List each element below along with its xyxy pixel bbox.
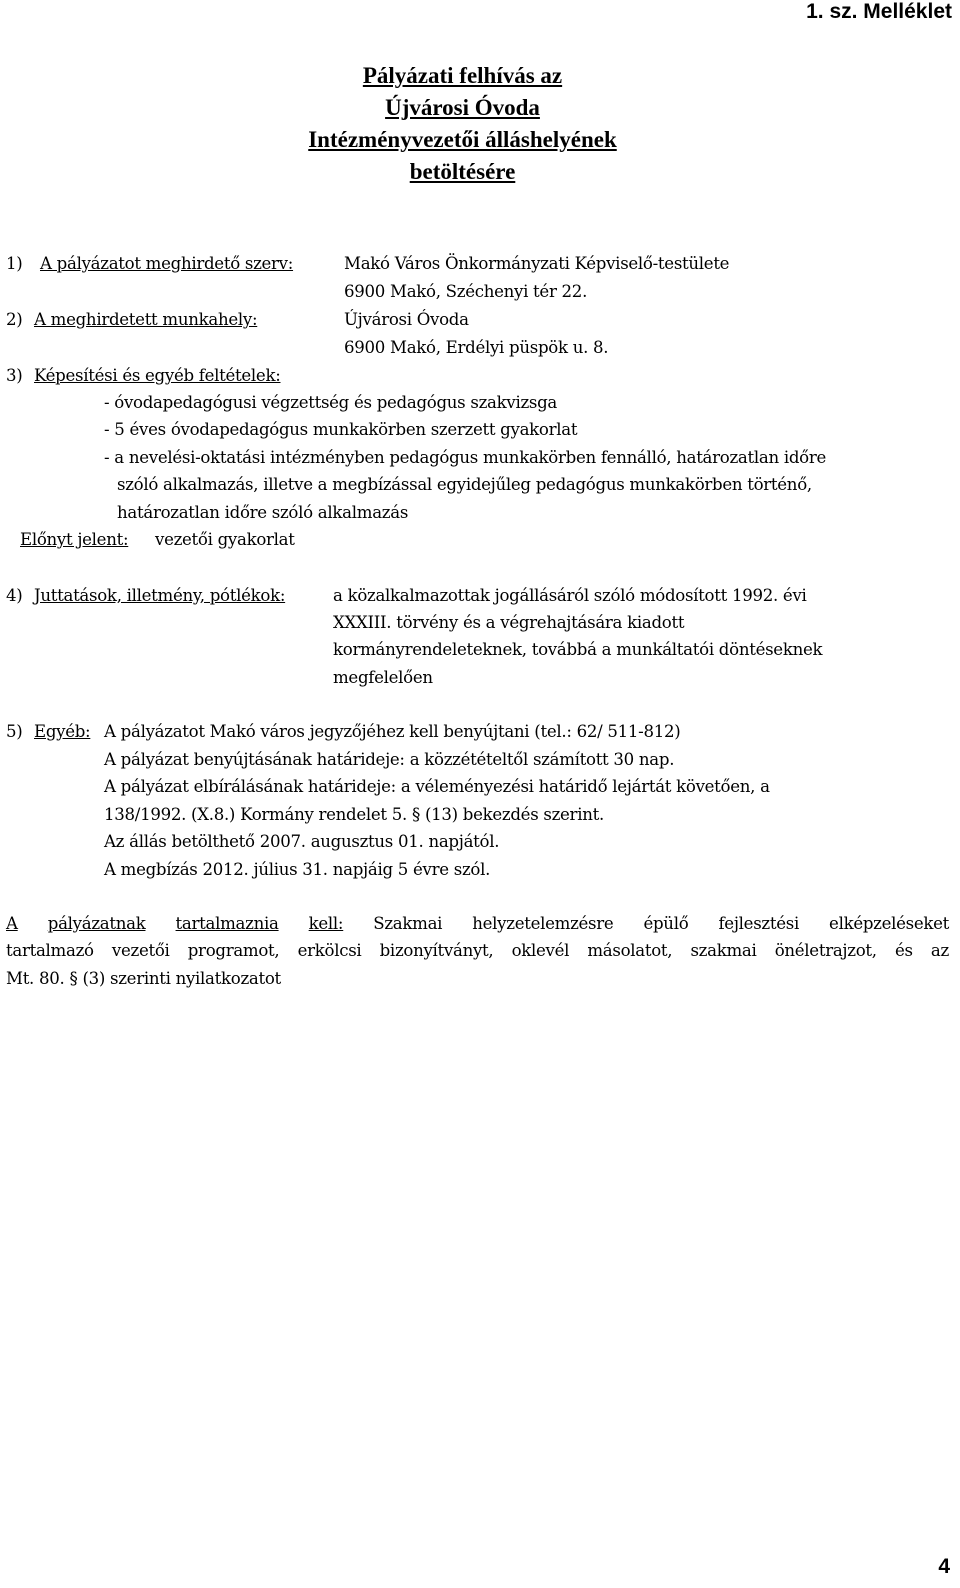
closing-label-word: A <box>6 914 18 933</box>
closing-label-word: pályázatnak <box>47 914 146 933</box>
closing-word: másolatot, <box>587 941 673 960</box>
title-line-1: Pályázati felhívás az <box>362 63 563 88</box>
closing-word: helyzetelemzésre <box>472 914 614 933</box>
section-5-first-line: A pályázatot Makó város jegyzőjéhez kell benyújtani (tel.: 62/ 511-812) <box>104 722 681 741</box>
title-line-2: Újvárosi Óvoda <box>385 95 540 120</box>
closing-word: programot, <box>187 941 280 960</box>
section-5-line: Az állás betölthető 2007. augusztus 01. napjától. <box>104 832 500 851</box>
section-5-line: A pályázat benyújtásának határideje: a közzétételtől számított 30 nap. <box>104 750 675 769</box>
section-4-line: a közalkalmazottak jogállásáról szóló módosított 1992. évi <box>333 586 807 605</box>
closing-word: bizonyítványt, <box>379 941 494 960</box>
closing-word: elképzeléseket <box>829 914 950 933</box>
closing-word: és <box>894 941 913 960</box>
section-1-label: A pályázatot meghirdető szerv: <box>40 254 294 273</box>
closing-line-3: Mt. 80. § (3) szerinti nyilatkozatot <box>6 969 281 988</box>
closing-word: erkölcsi <box>297 941 362 960</box>
section-1-value: Makó Város Önkormányzati Képviselő-testülete <box>344 254 730 273</box>
section-5-line: 138/1992. (X.8.) Kormány rendelet 5. § (13) bekezdés szerint. <box>104 805 604 824</box>
section-4-num: 4) <box>6 586 23 605</box>
advantage-value: vezetői gyakorlat <box>155 530 295 549</box>
section-3-label: Képesítési és egyéb feltételek: <box>34 366 281 385</box>
advantage-label: Előnyt jelent: <box>20 530 129 549</box>
section-1-address: 6900 Makó, Széchenyi tér 22. <box>344 282 588 301</box>
requirement-item: - óvodapedagógusi végzettség és pedagógus szakvizsga <box>104 393 558 412</box>
section-4-label: Juttatások, illetmény, pótlékok: <box>34 586 286 605</box>
closing-word: vezetői <box>111 941 170 960</box>
section-5-label: Egyéb: <box>34 722 91 741</box>
section-5-line: A pályázat elbírálásának határideje: a véleményezési határidő lejártát követően, a <box>104 777 770 796</box>
section-4-line: XXXIII. törvény és a végrehajtására kiadott <box>333 613 685 632</box>
title-line-3: Intézményvezetői álláshelyének <box>308 127 617 152</box>
section-2-num: 2) <box>6 310 23 329</box>
requirement-item: - a nevelési-oktatási intézményben pedagógus munkakörben fennálló, határozatlan időre <box>104 448 827 467</box>
section-3-num: 3) <box>6 366 23 385</box>
requirement-item: - 5 éves óvodapedagógus munkakörben szerzett gyakorlat <box>104 420 578 439</box>
section-1-num: 1) <box>6 254 23 273</box>
closing-label-word: tartalmaznia <box>175 914 279 933</box>
section-5-num: 5) <box>6 722 23 741</box>
requirement-item-cont: szóló alkalmazás, illetve a megbízással egyidejűleg pedagógus munkakörben történő, <box>117 475 812 494</box>
closing-word: szakmai <box>690 941 757 960</box>
attachment-label: 1. sz. Melléklet <box>806 0 952 23</box>
closing-word: épülő <box>643 914 689 933</box>
section-4-line: megfelelően <box>333 668 433 687</box>
section-5-line: A megbízás 2012. július 31. napjáig 5 évre szól. <box>104 860 491 879</box>
section-2-address: 6900 Makó, Erdélyi püspök u. 8. <box>344 338 609 357</box>
closing-word: Szakmai <box>373 914 443 933</box>
document-title <box>0 60 925 188</box>
closing-word: az <box>930 941 949 960</box>
page-number: 4 <box>938 1555 950 1578</box>
closing-word: tartalmazó <box>6 941 94 960</box>
closing-line-2 <box>6 937 949 965</box>
closing-word: fejlesztési <box>718 914 799 933</box>
section-2-label: A meghirdetett munkahely: <box>34 310 258 329</box>
section-2-value: Újvárosi Óvoda <box>344 310 469 329</box>
closing-word: önéletrajzot, <box>774 941 877 960</box>
requirement-item-cont: határozatlan időre szóló alkalmazás <box>117 503 409 522</box>
closing-line-1 <box>6 910 949 938</box>
section-4-line: kormányrendeleteknek, továbbá a munkáltatói döntéseknek <box>333 640 823 659</box>
closing-label-word: kell: <box>308 914 344 933</box>
title-line-4: betöltésére <box>409 159 516 184</box>
closing-word: oklevél <box>511 941 570 960</box>
